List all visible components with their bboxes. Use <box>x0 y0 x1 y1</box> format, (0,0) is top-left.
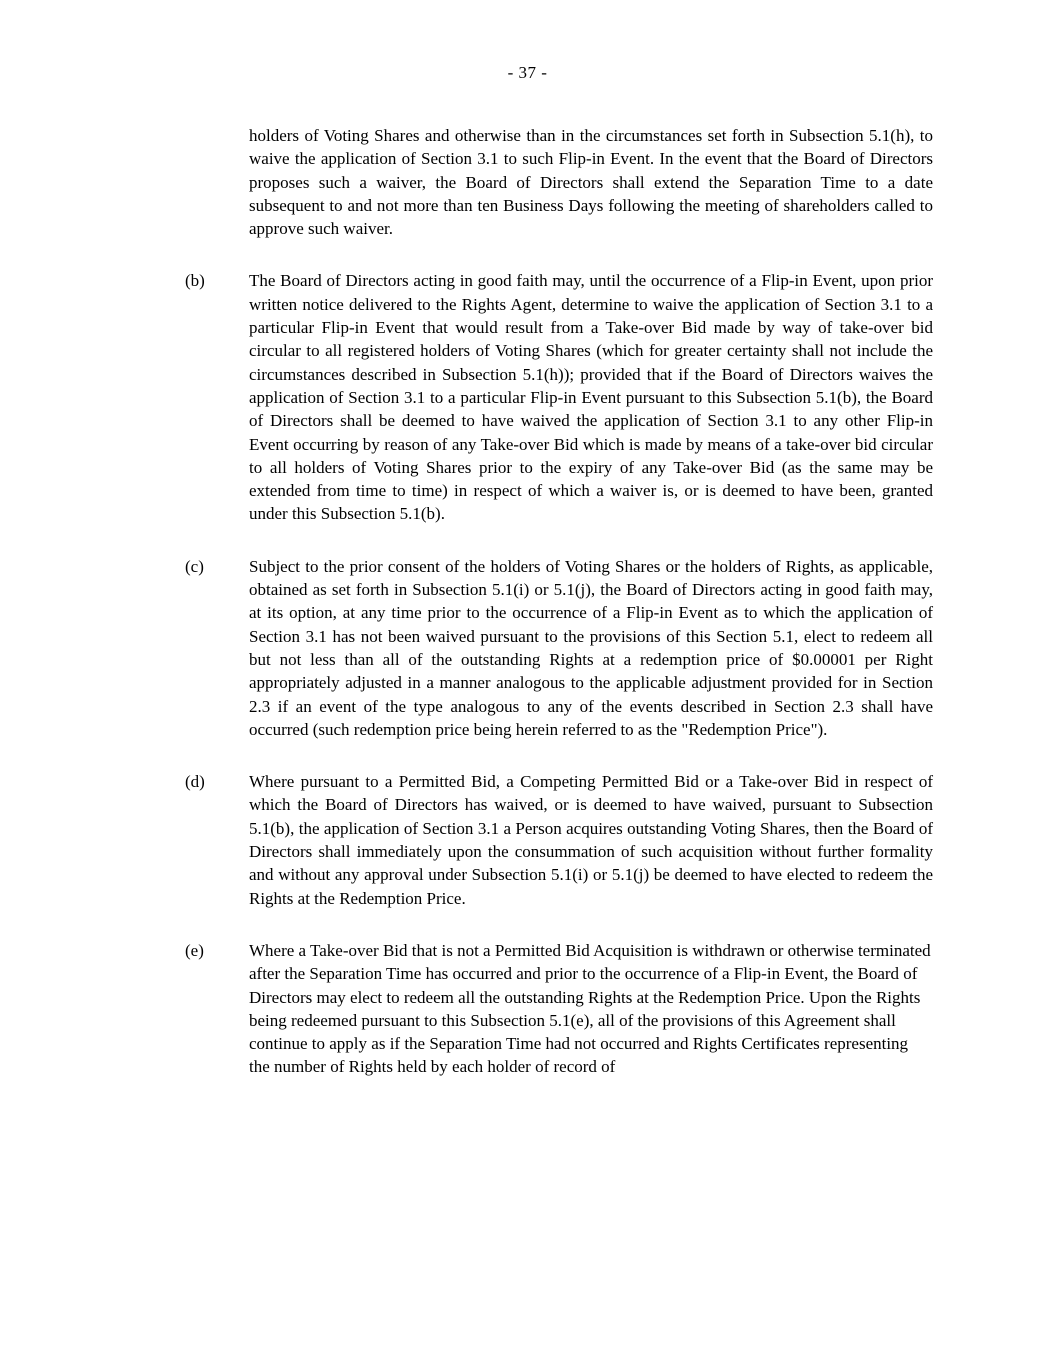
paragraph-e <box>185 939 933 1079</box>
paragraph-label: (e) <box>185 940 204 960</box>
paragraph-text: Where pursuant to a Permitted Bid, a Competing Permitted Bid or a Take-over Bid in respect of which the Board of Directors has waived, or is deemed to have waived, pursuant to Subsection 5.1(b), the application of Section 3.1 a Person acquires outstanding Voting Shares, then the Board of Directors shall immediately upon the consummation of such acquisition without further formality and without any approval under Subsection 5.1(i) or 5.1(j) be deemed to have elected to redeem the Rights at the Redemption Price. <box>249 772 933 908</box>
paragraph-c <box>185 555 933 741</box>
paragraph-b <box>185 269 933 525</box>
paragraph-label: (c) <box>185 556 204 576</box>
paragraph-label: (b) <box>185 271 205 291</box>
paragraph-label <box>185 124 249 240</box>
page-number: - 37 - <box>507 63 548 82</box>
paragraph-text: Subject to the prior consent of the holders of Voting Shares or the holders of Rights, as applicable, obtained as set forth in Subsection 5.1(i) or 5.1(j), the Board of Directors acting in good faith may, at its option, at any time prior to the occurrence of a Flip-in Event as to which the application of Section 3.1 has not been waived pursuant to the provisions of this Section 5.1, elect to redeem all but not less than all of the outstanding Rights at a redemption price of $0.00001 per Right appropriately adjusted in a manner analogous to the applicable adjustment provided for in Section 2.3 if an event of the type analogous to any of the events described in Section 2.3 shall have occurred (such redemption price being herein referred to as the "Redemption Price"). <box>249 556 933 739</box>
paragraph-d <box>185 770 933 910</box>
page-content <box>185 124 933 1079</box>
paragraph-text: The Board of Directors acting in good faith may, until the occurrence of a Flip-in Event, upon prior written notice delivered to the Rights Agent, determine to waive the application of Section 3.1 to a particular Flip-in Event that would result from a Take-over Bid made by way of take-over bid circular to all registered holders of Voting Shares (which for greater certainty shall not include the circumstances described in Subsection 5.1(h)); provided that if the Board of Directors waives the application of Section 3.1 to a particular Flip-in Event pursuant to this Subsection 5.1(b), the Board of Directors shall be deemed to have waived the application of Section 3.1 to any other Flip-in Event occurring by reason of any Take-over Bid which is made by means of a take-over bid circular to all holders of Voting Shares prior to the expiry of any Take-over Bid (as the same may be extended from time to time) in respect of which a waiver is, or is deemed to have been, granted under this Subsection 5.1(b). <box>249 271 933 524</box>
paragraph-label: (d) <box>185 772 205 792</box>
paragraph-text: Where a Take-over Bid that is not a Permitted Bid Acquisition is withdrawn or otherwise terminated after the Separation Time has occurred and prior to the occurrence of a Flip-in Event, the Board of Directors may elect to redeem all the outstanding Rights at the Redemption Price. Upon the Rights being redeemed pursuant to this Subsection 5.1(e), all of the provisions of this Agreement shall continue to apply as if the Separation Time had not occurred and Rights Certificates representing the number of Rights held by each holder of record of <box>249 940 931 1077</box>
paragraph-text: holders of Voting Shares and otherwise than in the circumstances set forth in Subsection 5.1(h), to waive the application of Section 3.1 to such Flip-in Event. In the event that the Board of Directors proposes such a waiver, the Board of Directors shall extend the Separation Time to a date subsequent to and not more than ten Business Days following the meeting of shareholders called to approve such waiver. <box>249 126 933 239</box>
paragraph-continuation <box>185 124 933 240</box>
